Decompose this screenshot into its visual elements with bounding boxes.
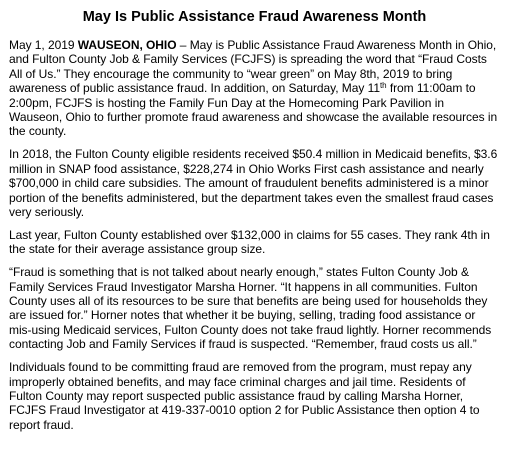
ordinal-suffix: th [379, 81, 387, 91]
paragraph-intro-text-a: – May is Public Assistance Fraud Awareness Month in Ohio, and Fulton County Job & Family Services (FCJFS) is spreading the word that “Fraud Costs All of Us.” They encourage the community to “wear green” on May 8th, 2019 to bring awareness of public assistance fraud. In addition, on Saturday, May 11 [9, 38, 497, 96]
article-dateline: WAUSEON, OHIO [77, 38, 177, 52]
paragraph-intro-text-b: from 11:00am to 2:00pm, FCJFS is hosting the Family Fun Day at the Homecoming Park Pavilion in Wauseon, Ohio to further promote fraud awareness and showcase the available resources in the county. [9, 81, 498, 139]
paragraph-claims: Last year, Fulton County established over $132,000 in claims for 55 cases. They rank 4th in the state for their average assistance group size. [9, 227, 490, 257]
paragraph-benefits: In 2018, the Fulton County eligible residents received $50.4 million in Medicaid benefits, $3.6 million in SNAP food assistance, $228,274 in Ohio Works First cash assistance and nearly $700,000 in child care subsidies. The amount of fraudulent benefits administered is a minor portion of the benefits administered, but the department takes even the smallest fraud cases very seriously. [9, 147, 498, 219]
paragraph-quote: “Fraud is something that is not talked about nearly enough,” states Fulton County Job & Family Services Fraud Investigator Marsha Horner. “It happens in all communities. Fulton County uses all of its resources to be sure that benefits are being used for households they are issued for.” Horner notes that whether it be buying, selling, trading food assistance or mis-using Medicaid services, Fulton County does not take fraud lightly. Horner recommends contacting Job and Family Services if fraud is suspected. “Remember, fraud costs us all.” [9, 265, 492, 352]
article-title: May Is Public Assistance Fraud Awareness Month [82, 9, 427, 25]
article-date: May 1, 2019 [9, 38, 75, 52]
paragraph-reporting: Individuals found to be committing fraud are removed from the program, must repay any improperly obtained benefits, and may face criminal charges and jail time. Residents of Fulton County may report suspected public assistance fraud by calling Marsha Horner, FCJFS Fraud Investigator at 419-337-0010 option 2 for Public Assistance then option 4 to report fraud. [9, 360, 480, 432]
paragraph-intro [9, 38, 500, 139]
